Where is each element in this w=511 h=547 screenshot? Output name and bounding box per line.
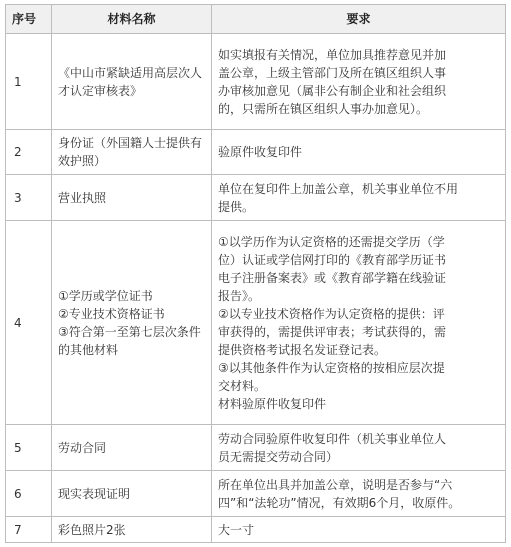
material-name <box>52 471 212 517</box>
material-name-line: 营业执照 <box>58 190 107 205</box>
material-name-line: 劳动合同 <box>58 440 107 455</box>
material-name-line: ①学历或学位证书 <box>58 288 153 303</box>
table-row <box>6 34 506 130</box>
requirement-line: ①以学历作为认定资格的还需提交学历（学 <box>218 234 445 249</box>
material-name-line: 的其他材料 <box>58 342 119 357</box>
table-row <box>6 517 506 543</box>
material-name-line: 《中山市紧缺适用高层次人 <box>58 65 203 80</box>
requirement-line: 提供。 <box>218 199 255 214</box>
requirement <box>212 517 506 543</box>
table-row <box>6 425 506 471</box>
serial-no: 4 <box>6 221 52 425</box>
requirement-line: 单位在复印件上加盖公章，机关事业单位不用 <box>218 181 459 196</box>
requirement <box>212 175 506 221</box>
materials-table <box>5 4 506 543</box>
material-name <box>52 221 212 425</box>
material-name-line: 现实表现证明 <box>58 486 131 501</box>
material-name <box>52 175 212 221</box>
material-name-line: ②专业技术资格证书 <box>58 306 165 321</box>
serial-no: 1 <box>6 34 52 130</box>
table-row <box>6 471 506 517</box>
material-name <box>52 130 212 175</box>
requirement-line: 电子注册备案表》或《教育部学籍在线验证 <box>218 270 447 285</box>
requirement-line: 的，只需所在镇区组织人事办加意见）。 <box>218 101 429 116</box>
requirement-line: 报告》。 <box>218 288 261 303</box>
serial-no: 6 <box>6 471 52 517</box>
requirement-line: 交材料。 <box>218 378 267 393</box>
requirement-line: 四”和“法轮功”情况，有效期6个月，收原件。 <box>218 495 461 510</box>
serial-no: 3 <box>6 175 52 221</box>
requirement-line: 如实填报有关情况，单位加具推荐意见并加 <box>218 47 447 62</box>
material-name-line: 才认定审核表》 <box>58 83 143 98</box>
requirement-line: ③以其他条件作为认定资格的按相应层次提 <box>218 360 445 375</box>
requirement-line: 审获得的，需提供评审表；考试获得的，需 <box>218 324 447 339</box>
requirement-line: 盖公章，上级主管部门及所在镇区组织人事 <box>218 65 447 80</box>
requirement-line: 验原件收复印件 <box>218 145 303 159</box>
requirement-line: 员无需提交劳动合同） <box>218 449 339 464</box>
serial-no: 5 <box>6 425 52 471</box>
requirement <box>212 34 506 130</box>
header-requirements: 要求 <box>212 5 506 34</box>
material-name <box>52 34 212 130</box>
requirement <box>212 471 506 517</box>
material-name <box>52 517 212 543</box>
material-name-line: ③符合第一至第七层次条件 <box>58 324 201 339</box>
header-material-name: 材料名称 <box>52 5 212 34</box>
requirement-line: 大一寸 <box>218 522 255 537</box>
table-row <box>6 175 506 221</box>
requirement <box>212 425 506 471</box>
material-name-line: 效护照） <box>58 154 107 168</box>
material-name-line: 身份证（外国籍人士提供有 <box>58 136 203 150</box>
requirement-line: 位）认证或学信网打印的《教育部学历证书 <box>218 252 447 267</box>
serial-no: 7 <box>6 517 52 543</box>
material-name-line: 彩色照片2张 <box>58 522 126 537</box>
requirement-line: 办审核加意见（属非公有制企业和社会组织 <box>218 83 447 98</box>
material-name <box>52 425 212 471</box>
requirement <box>212 130 506 175</box>
requirement-line: 材料验原件收复印件 <box>218 396 327 411</box>
table-row <box>6 221 506 425</box>
requirement-line: 劳动合同验原件收复印件（机关事业单位人 <box>218 431 447 446</box>
serial-no: 2 <box>6 130 52 175</box>
requirement-line: ②以专业技术资格作为认定资格的提供：评 <box>218 306 445 321</box>
table-row <box>6 130 506 175</box>
requirement-line: 提供资格考试报名发证登记表。 <box>218 342 387 357</box>
requirement-line: 所在单位出具并加盖公章，说明是否参与“六 <box>218 477 453 492</box>
requirement <box>212 221 506 425</box>
header-serial-no: 序号 <box>6 5 52 34</box>
table-header-row <box>6 5 506 34</box>
